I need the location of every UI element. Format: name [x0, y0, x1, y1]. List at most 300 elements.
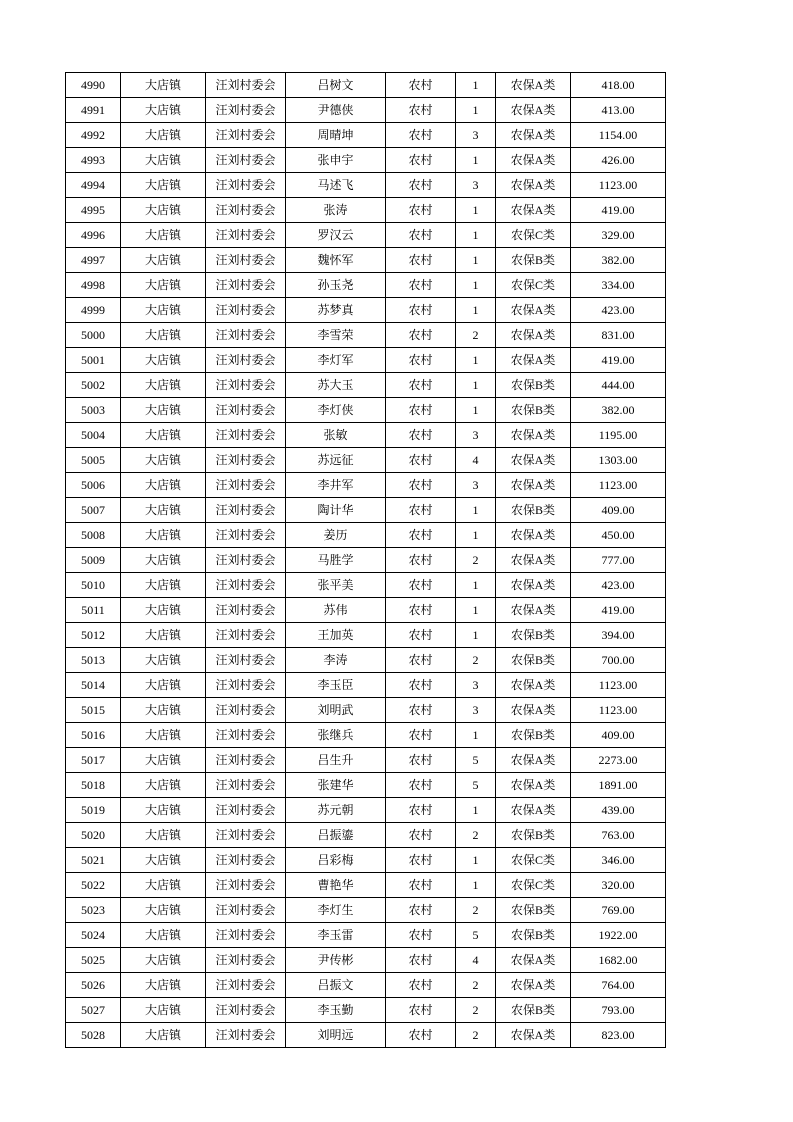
table-cell-town: 大店镇 [121, 923, 206, 948]
table-cell-committee: 汪刘村委会 [206, 73, 286, 98]
table-cell-id: 5012 [66, 623, 121, 648]
table-cell-type: 农村 [386, 848, 456, 873]
table-cell-category: 农保B类 [496, 498, 571, 523]
table-cell-town: 大店镇 [121, 148, 206, 173]
table-cell-category: 农保A类 [496, 298, 571, 323]
table-cell-id: 5021 [66, 848, 121, 873]
table-cell-count: 2 [456, 648, 496, 673]
table-cell-name: 李玉臣 [286, 673, 386, 698]
table-cell-amount: 382.00 [571, 398, 666, 423]
table-cell-name: 张继兵 [286, 723, 386, 748]
table-cell-id: 5015 [66, 698, 121, 723]
table-cell-type: 农村 [386, 498, 456, 523]
table-cell-amount: 1123.00 [571, 673, 666, 698]
table-cell-category: 农保A类 [496, 473, 571, 498]
table-cell-name: 尹传彬 [286, 948, 386, 973]
table-cell-category: 农保B类 [496, 998, 571, 1023]
table-cell-type: 农村 [386, 648, 456, 673]
table-cell-id: 5006 [66, 473, 121, 498]
table-cell-name: 李雪荣 [286, 323, 386, 348]
table-cell-id: 4992 [66, 123, 121, 148]
table-cell-name: 吕树文 [286, 73, 386, 98]
table-cell-count: 1 [456, 273, 496, 298]
table-cell-town: 大店镇 [121, 998, 206, 1023]
table-cell-type: 农村 [386, 398, 456, 423]
table-row [66, 573, 666, 598]
table-cell-amount: 394.00 [571, 623, 666, 648]
table-cell-type: 农村 [386, 773, 456, 798]
table-cell-id: 5018 [66, 773, 121, 798]
table-cell-id: 4994 [66, 173, 121, 198]
table-cell-amount: 423.00 [571, 573, 666, 598]
table-cell-category: 农保A类 [496, 423, 571, 448]
table-cell-category: 农保A类 [496, 548, 571, 573]
table-cell-type: 农村 [386, 573, 456, 598]
table-cell-id: 5005 [66, 448, 121, 473]
table-cell-category: 农保B类 [496, 648, 571, 673]
table-cell-committee: 汪刘村委会 [206, 323, 286, 348]
table-cell-count: 5 [456, 773, 496, 798]
table-cell-id: 4996 [66, 223, 121, 248]
table-cell-category: 农保B类 [496, 923, 571, 948]
table-cell-id: 4997 [66, 248, 121, 273]
table-row [66, 173, 666, 198]
table-cell-count: 3 [456, 473, 496, 498]
table-cell-town: 大店镇 [121, 248, 206, 273]
table-cell-type: 农村 [386, 298, 456, 323]
table-cell-count: 1 [456, 498, 496, 523]
table-row [66, 548, 666, 573]
data-table [65, 72, 666, 1048]
table-cell-count: 1 [456, 598, 496, 623]
table-cell-category: 农保A类 [496, 773, 571, 798]
table-cell-count: 1 [456, 723, 496, 748]
table-row [66, 923, 666, 948]
table-cell-type: 农村 [386, 1023, 456, 1048]
table-cell-town: 大店镇 [121, 1023, 206, 1048]
table-cell-committee: 汪刘村委会 [206, 848, 286, 873]
table-cell-town: 大店镇 [121, 198, 206, 223]
table-cell-town: 大店镇 [121, 448, 206, 473]
table-cell-count: 1 [456, 873, 496, 898]
table-row [66, 748, 666, 773]
table-cell-amount: 419.00 [571, 348, 666, 373]
table-cell-type: 农村 [386, 348, 456, 373]
table-cell-count: 1 [456, 148, 496, 173]
table-cell-category: 农保A类 [496, 198, 571, 223]
table-cell-committee: 汪刘村委会 [206, 898, 286, 923]
table-cell-name: 周晴坤 [286, 123, 386, 148]
table-cell-category: 农保C类 [496, 873, 571, 898]
table-row [66, 648, 666, 673]
table-cell-amount: 1154.00 [571, 123, 666, 148]
table-cell-type: 农村 [386, 423, 456, 448]
table-cell-committee: 汪刘村委会 [206, 548, 286, 573]
table-cell-category: 农保B类 [496, 898, 571, 923]
table-cell-town: 大店镇 [121, 873, 206, 898]
table-cell-committee: 汪刘村委会 [206, 298, 286, 323]
table-cell-category: 农保B类 [496, 723, 571, 748]
table-cell-category: 农保A类 [496, 448, 571, 473]
table-cell-committee: 汪刘村委会 [206, 748, 286, 773]
table-cell-type: 农村 [386, 73, 456, 98]
table-cell-name: 魏怀军 [286, 248, 386, 273]
table-cell-category: 农保C类 [496, 848, 571, 873]
table-cell-category: 农保C类 [496, 223, 571, 248]
table-row [66, 323, 666, 348]
table-row [66, 673, 666, 698]
table-cell-amount: 426.00 [571, 148, 666, 173]
table-cell-id: 5026 [66, 973, 121, 998]
table-cell-committee: 汪刘村委会 [206, 148, 286, 173]
table-cell-name: 苏伟 [286, 598, 386, 623]
table-cell-name: 张敏 [286, 423, 386, 448]
table-cell-name: 张申宇 [286, 148, 386, 173]
table-cell-id: 4998 [66, 273, 121, 298]
table-cell-type: 农村 [386, 973, 456, 998]
table-cell-committee: 汪刘村委会 [206, 98, 286, 123]
table-cell-id: 5004 [66, 423, 121, 448]
table-cell-town: 大店镇 [121, 323, 206, 348]
table-cell-town: 大店镇 [121, 598, 206, 623]
table-cell-type: 农村 [386, 523, 456, 548]
table-cell-town: 大店镇 [121, 548, 206, 573]
table-cell-town: 大店镇 [121, 123, 206, 148]
table-cell-amount: 1123.00 [571, 173, 666, 198]
table-cell-type: 农村 [386, 898, 456, 923]
table-cell-name: 马胜学 [286, 548, 386, 573]
table-cell-count: 3 [456, 673, 496, 698]
table-cell-count: 1 [456, 623, 496, 648]
table-cell-id: 4999 [66, 298, 121, 323]
table-cell-id: 5011 [66, 598, 121, 623]
table-cell-name: 苏梦真 [286, 298, 386, 323]
table-cell-town: 大店镇 [121, 898, 206, 923]
table-cell-type: 农村 [386, 148, 456, 173]
table-cell-amount: 1682.00 [571, 948, 666, 973]
table-cell-amount: 329.00 [571, 223, 666, 248]
table-cell-town: 大店镇 [121, 673, 206, 698]
table-cell-town: 大店镇 [121, 823, 206, 848]
table-cell-town: 大店镇 [121, 773, 206, 798]
table-cell-type: 农村 [386, 598, 456, 623]
table-row [66, 298, 666, 323]
table-cell-committee: 汪刘村委会 [206, 123, 286, 148]
table-cell-type: 农村 [386, 748, 456, 773]
table-cell-committee: 汪刘村委会 [206, 223, 286, 248]
table-cell-type: 农村 [386, 248, 456, 273]
table-row [66, 73, 666, 98]
table-cell-id: 5017 [66, 748, 121, 773]
table-cell-committee: 汪刘村委会 [206, 373, 286, 398]
table-cell-category: 农保A类 [496, 173, 571, 198]
table-cell-type: 农村 [386, 623, 456, 648]
table-cell-type: 农村 [386, 273, 456, 298]
table-cell-type: 农村 [386, 798, 456, 823]
table-row [66, 598, 666, 623]
table-cell-town: 大店镇 [121, 173, 206, 198]
table-cell-count: 1 [456, 198, 496, 223]
table-cell-committee: 汪刘村委会 [206, 873, 286, 898]
table-cell-amount: 769.00 [571, 898, 666, 923]
table-cell-id: 5010 [66, 573, 121, 598]
table-cell-name: 李灯生 [286, 898, 386, 923]
table-cell-amount: 382.00 [571, 248, 666, 273]
table-cell-amount: 450.00 [571, 523, 666, 548]
table-cell-name: 马述飞 [286, 173, 386, 198]
table-cell-amount: 423.00 [571, 298, 666, 323]
table-cell-id: 5002 [66, 373, 121, 398]
table-cell-committee: 汪刘村委会 [206, 198, 286, 223]
table-cell-town: 大店镇 [121, 848, 206, 873]
table-cell-category: 农保A类 [496, 1023, 571, 1048]
table-cell-id: 5020 [66, 823, 121, 848]
table-cell-category: 农保B类 [496, 823, 571, 848]
table-cell-count: 1 [456, 798, 496, 823]
table-cell-count: 2 [456, 323, 496, 348]
table-cell-type: 农村 [386, 873, 456, 898]
table-cell-type: 农村 [386, 723, 456, 748]
table-cell-committee: 汪刘村委会 [206, 973, 286, 998]
table-cell-committee: 汪刘村委会 [206, 348, 286, 373]
table-cell-town: 大店镇 [121, 973, 206, 998]
table-cell-town: 大店镇 [121, 948, 206, 973]
table-cell-town: 大店镇 [121, 273, 206, 298]
table-cell-type: 农村 [386, 123, 456, 148]
table-cell-town: 大店镇 [121, 798, 206, 823]
table-cell-id: 5008 [66, 523, 121, 548]
table-row [66, 373, 666, 398]
table-cell-name: 李涛 [286, 648, 386, 673]
table-cell-name: 张平美 [286, 573, 386, 598]
table-cell-id: 5007 [66, 498, 121, 523]
table-cell-amount: 409.00 [571, 498, 666, 523]
table-cell-count: 2 [456, 898, 496, 923]
table-cell-type: 农村 [386, 548, 456, 573]
table-cell-id: 4995 [66, 198, 121, 223]
table-cell-category: 农保A类 [496, 973, 571, 998]
table-cell-id: 5025 [66, 948, 121, 973]
table-cell-type: 农村 [386, 323, 456, 348]
table-cell-category: 农保A类 [496, 523, 571, 548]
table-cell-committee: 汪刘村委会 [206, 723, 286, 748]
table-cell-type: 农村 [386, 98, 456, 123]
table-cell-committee: 汪刘村委会 [206, 823, 286, 848]
table-cell-amount: 419.00 [571, 198, 666, 223]
table-cell-count: 1 [456, 348, 496, 373]
table-cell-count: 5 [456, 748, 496, 773]
table-cell-count: 2 [456, 548, 496, 573]
table-row [66, 848, 666, 873]
table-cell-id: 5024 [66, 923, 121, 948]
table-row [66, 523, 666, 548]
table-cell-name: 张建华 [286, 773, 386, 798]
table-cell-committee: 汪刘村委会 [206, 173, 286, 198]
table-cell-id: 5013 [66, 648, 121, 673]
table-cell-id: 5027 [66, 998, 121, 1023]
table-cell-id: 5001 [66, 348, 121, 373]
table-row [66, 873, 666, 898]
table-cell-category: 农保A类 [496, 798, 571, 823]
table-cell-count: 1 [456, 73, 496, 98]
table-cell-count: 4 [456, 948, 496, 973]
table-cell-amount: 777.00 [571, 548, 666, 573]
table-cell-name: 吕振鎏 [286, 823, 386, 848]
table-cell-name: 李灯侠 [286, 398, 386, 423]
table-cell-count: 3 [456, 123, 496, 148]
table-cell-count: 1 [456, 573, 496, 598]
table-cell-type: 农村 [386, 948, 456, 973]
table-row [66, 1023, 666, 1048]
table-cell-category: 农保C类 [496, 273, 571, 298]
table-cell-type: 农村 [386, 698, 456, 723]
table-cell-name: 吕振文 [286, 973, 386, 998]
table-cell-committee: 汪刘村委会 [206, 423, 286, 448]
table-cell-category: 农保A类 [496, 123, 571, 148]
table-cell-town: 大店镇 [121, 423, 206, 448]
table-cell-type: 农村 [386, 198, 456, 223]
table-cell-town: 大店镇 [121, 748, 206, 773]
table-cell-amount: 418.00 [571, 73, 666, 98]
table-row [66, 198, 666, 223]
table-row [66, 823, 666, 848]
table-cell-count: 1 [456, 523, 496, 548]
table-cell-category: 农保A类 [496, 573, 571, 598]
table-row [66, 223, 666, 248]
table-row [66, 473, 666, 498]
table-cell-type: 农村 [386, 373, 456, 398]
table-cell-amount: 1303.00 [571, 448, 666, 473]
table-cell-id: 4990 [66, 73, 121, 98]
table-cell-amount: 793.00 [571, 998, 666, 1023]
table-row [66, 423, 666, 448]
table-cell-type: 农村 [386, 223, 456, 248]
table-cell-count: 2 [456, 973, 496, 998]
table-cell-town: 大店镇 [121, 473, 206, 498]
table-row [66, 348, 666, 373]
table-cell-name: 孙玉尧 [286, 273, 386, 298]
table-row [66, 973, 666, 998]
table-cell-category: 农保B类 [496, 398, 571, 423]
table-cell-committee: 汪刘村委会 [206, 273, 286, 298]
table-cell-name: 王加英 [286, 623, 386, 648]
table-row [66, 798, 666, 823]
table-cell-committee: 汪刘村委会 [206, 623, 286, 648]
table-cell-category: 农保A类 [496, 748, 571, 773]
table-cell-category: 农保A类 [496, 323, 571, 348]
table-row [66, 398, 666, 423]
table-cell-amount: 2273.00 [571, 748, 666, 773]
table-cell-town: 大店镇 [121, 98, 206, 123]
table-cell-name: 张涛 [286, 198, 386, 223]
table-cell-category: 农保B类 [496, 623, 571, 648]
table-cell-committee: 汪刘村委会 [206, 523, 286, 548]
table-cell-name: 姜历 [286, 523, 386, 548]
table-cell-name: 李玉雷 [286, 923, 386, 948]
table-cell-type: 农村 [386, 448, 456, 473]
table-cell-type: 农村 [386, 823, 456, 848]
table-row [66, 948, 666, 973]
table-cell-count: 1 [456, 848, 496, 873]
table-cell-name: 刘明武 [286, 698, 386, 723]
table-cell-town: 大店镇 [121, 698, 206, 723]
table-cell-amount: 1922.00 [571, 923, 666, 948]
table-cell-committee: 汪刘村委会 [206, 598, 286, 623]
table-cell-committee: 汪刘村委会 [206, 998, 286, 1023]
table-cell-town: 大店镇 [121, 573, 206, 598]
table-row [66, 123, 666, 148]
table-cell-type: 农村 [386, 473, 456, 498]
table-row [66, 448, 666, 473]
table-cell-amount: 334.00 [571, 273, 666, 298]
table-cell-town: 大店镇 [121, 723, 206, 748]
table-cell-amount: 700.00 [571, 648, 666, 673]
table-cell-count: 1 [456, 298, 496, 323]
table-cell-count: 3 [456, 173, 496, 198]
table-cell-name: 吕生升 [286, 748, 386, 773]
table-cell-category: 农保A类 [496, 73, 571, 98]
table-row [66, 898, 666, 923]
table-cell-amount: 413.00 [571, 98, 666, 123]
table-cell-id: 5019 [66, 798, 121, 823]
table-body [66, 73, 666, 1048]
table-cell-committee: 汪刘村委会 [206, 948, 286, 973]
table-cell-name: 尹德侠 [286, 98, 386, 123]
table-cell-town: 大店镇 [121, 623, 206, 648]
table-row [66, 623, 666, 648]
table-cell-town: 大店镇 [121, 523, 206, 548]
table-row [66, 723, 666, 748]
table-cell-amount: 1195.00 [571, 423, 666, 448]
table-cell-amount: 763.00 [571, 823, 666, 848]
table-cell-amount: 1123.00 [571, 698, 666, 723]
table-cell-category: 农保A类 [496, 948, 571, 973]
table-cell-id: 5003 [66, 398, 121, 423]
table-cell-category: 农保A类 [496, 98, 571, 123]
table-cell-count: 5 [456, 923, 496, 948]
table-cell-category: 农保A类 [496, 698, 571, 723]
table-cell-name: 李玉勤 [286, 998, 386, 1023]
table-cell-name: 吕彩梅 [286, 848, 386, 873]
table-cell-count: 2 [456, 823, 496, 848]
table-row [66, 498, 666, 523]
table-cell-committee: 汪刘村委会 [206, 448, 286, 473]
table-row [66, 998, 666, 1023]
table-row [66, 148, 666, 173]
table-cell-name: 苏远征 [286, 448, 386, 473]
table-cell-category: 农保A类 [496, 598, 571, 623]
table-cell-town: 大店镇 [121, 223, 206, 248]
table-cell-id: 5022 [66, 873, 121, 898]
table-cell-name: 李井军 [286, 473, 386, 498]
table-cell-name: 苏元朝 [286, 798, 386, 823]
table-cell-count: 1 [456, 98, 496, 123]
table-cell-committee: 汪刘村委会 [206, 923, 286, 948]
table-cell-id: 5009 [66, 548, 121, 573]
table-cell-committee: 汪刘村委会 [206, 798, 286, 823]
table-cell-town: 大店镇 [121, 498, 206, 523]
table-cell-amount: 1891.00 [571, 773, 666, 798]
table-cell-committee: 汪刘村委会 [206, 773, 286, 798]
table-cell-name: 曹艳华 [286, 873, 386, 898]
table-cell-amount: 409.00 [571, 723, 666, 748]
table-cell-type: 农村 [386, 998, 456, 1023]
table-cell-amount: 1123.00 [571, 473, 666, 498]
table-cell-town: 大店镇 [121, 398, 206, 423]
table-cell-amount: 831.00 [571, 323, 666, 348]
table-cell-name: 苏大玉 [286, 373, 386, 398]
table-cell-category: 农保B类 [496, 373, 571, 398]
